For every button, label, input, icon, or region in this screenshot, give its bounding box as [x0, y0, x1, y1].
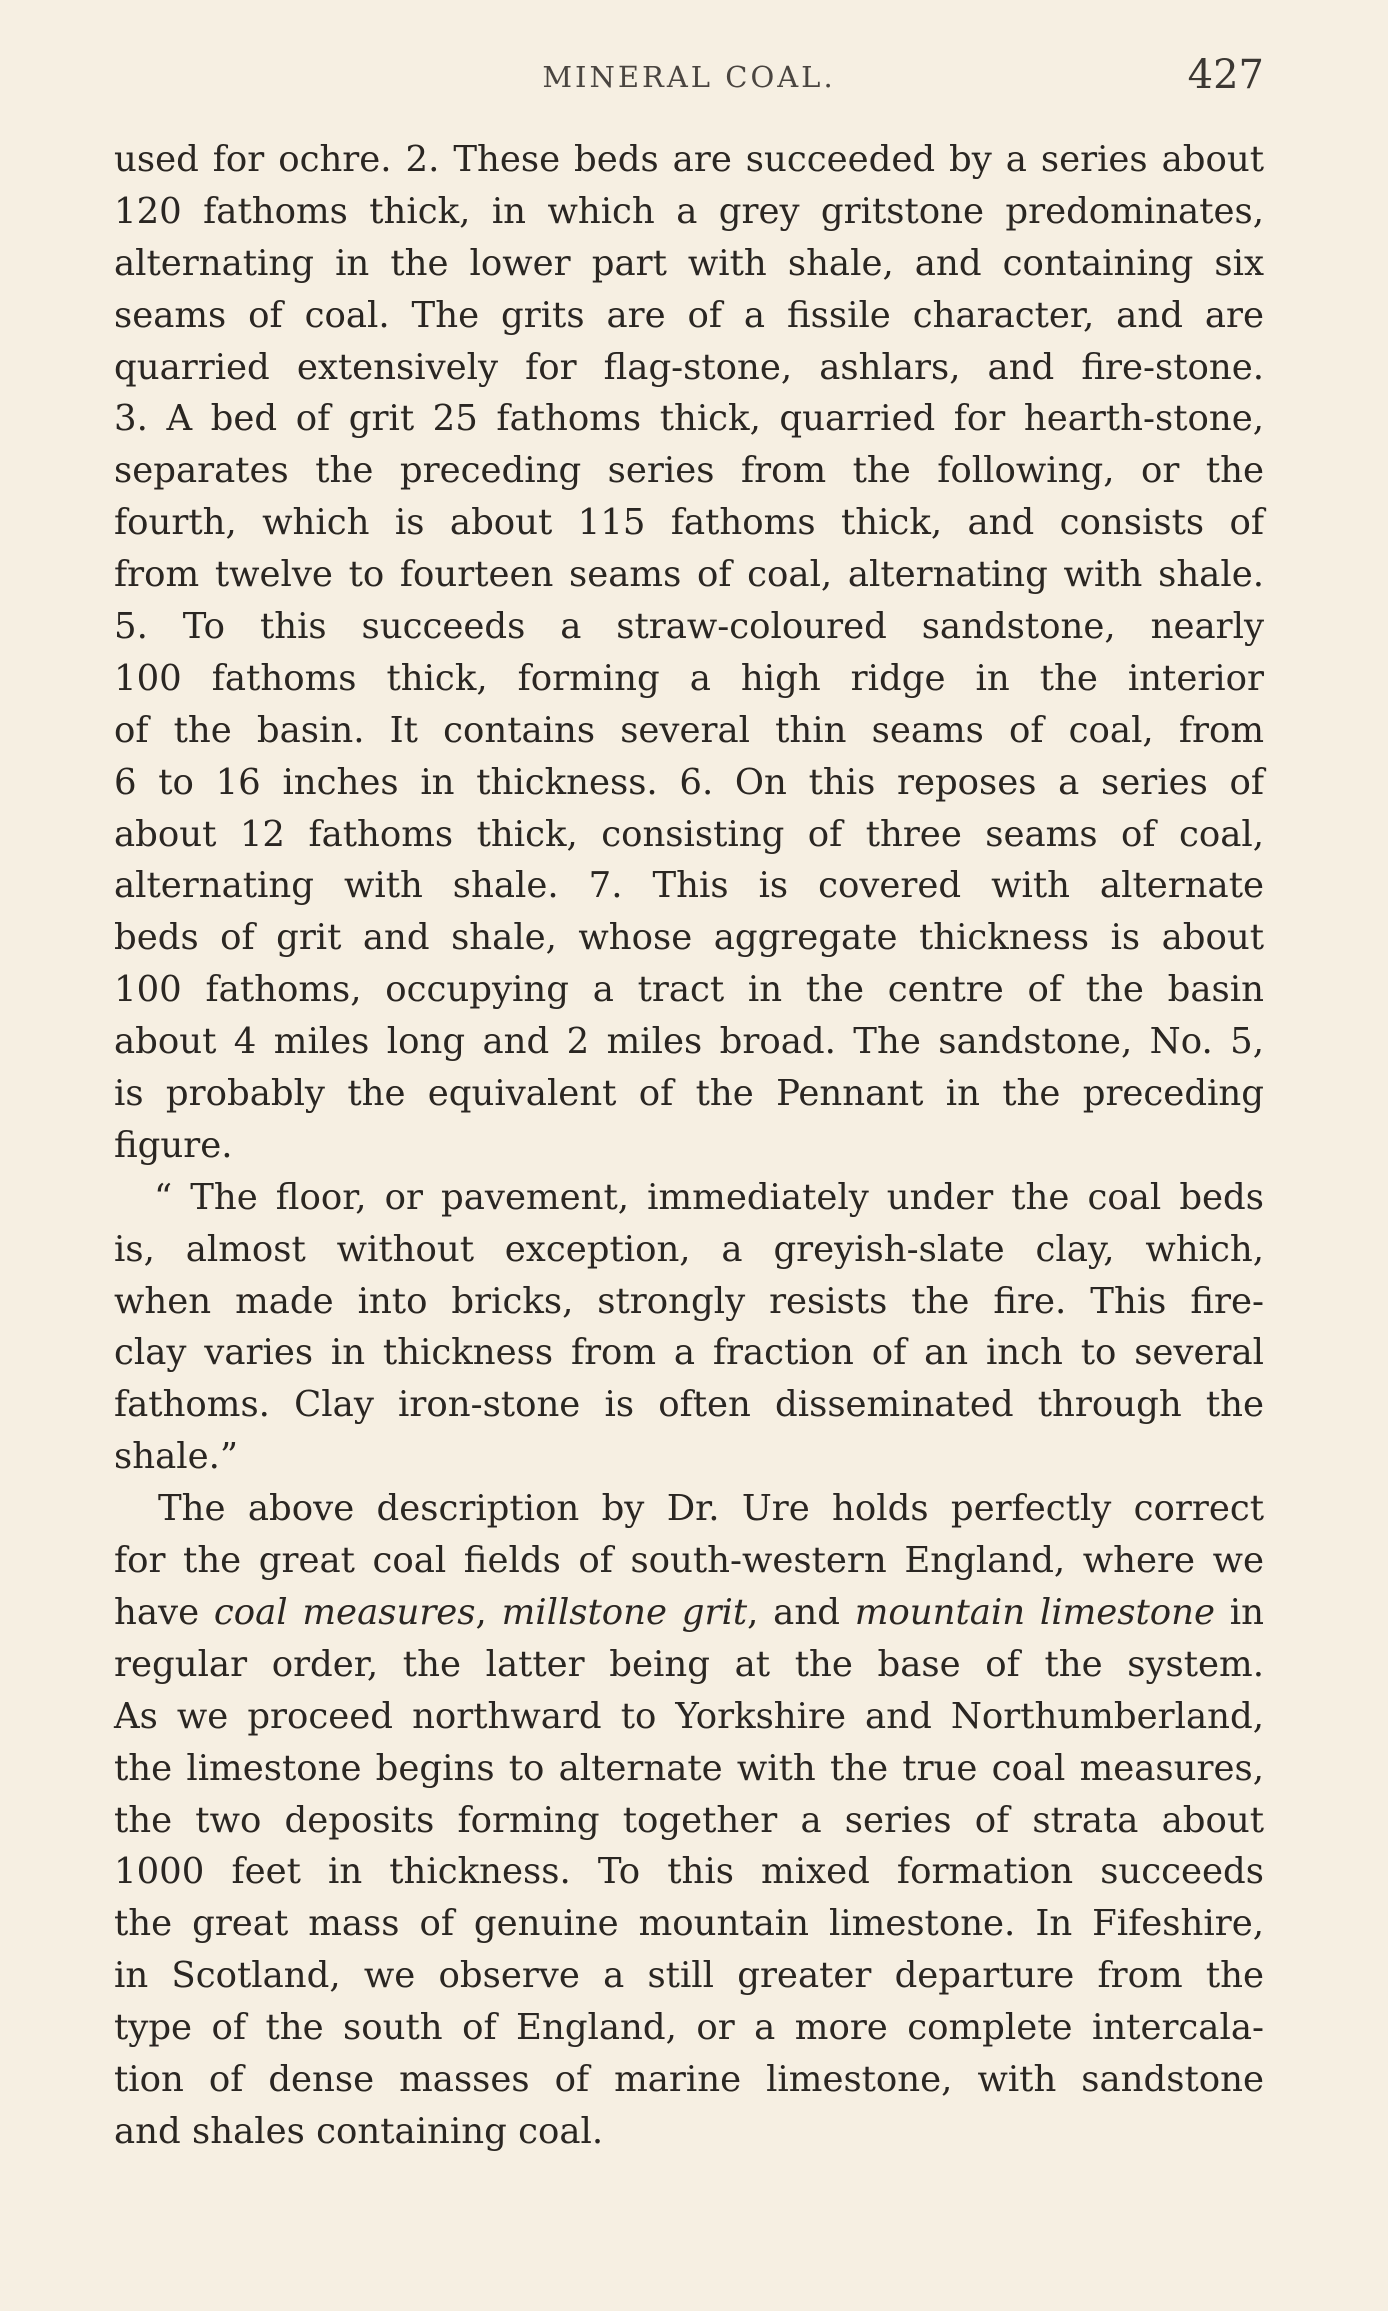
running-title: MINERAL COAL. — [542, 60, 836, 94]
text-line: about 12 fathoms thick, consisting of three seams of coal, — [114, 813, 1264, 855]
running-head — [114, 52, 1264, 102]
text-line: quarried extensively for flag-stone, ashlars, and fire-stone. — [114, 346, 1264, 388]
quote-paragraph-start: “ The floor, or pavement, immediately under the coal beds — [154, 1176, 1264, 1218]
text-run: , — [475, 1591, 502, 1633]
text-line: seams of coal. The grits are of a fissile character, and are — [114, 294, 1264, 336]
text-line: separates the preceding series from the following, or the — [114, 450, 1264, 492]
paragraph-start: The above description by Dr. Ure holds perfectly correct — [158, 1488, 1264, 1530]
text-line: 6 to 16 inches in thickness. 6. On this reposes a series of — [114, 761, 1264, 803]
text-line: about 4 miles long and 2 miles broad. The sandstone, No. 5, — [114, 1021, 1264, 1063]
text-line: when made into bricks, strongly resists the fire. This fire- — [114, 1280, 1264, 1322]
text-line: of the basin. It contains several thin seams of coal, from — [114, 709, 1264, 751]
text-line: is probably the equivalent of the Pennant in the preceding — [114, 1073, 1264, 1115]
text-line: used for ochre. 2. These beds are succeeded by a series about — [114, 139, 1264, 180]
paragraph-end-line: figure. — [114, 1124, 233, 1166]
page-number: 427 — [1187, 52, 1264, 98]
text-line: for the great coal fields of south-western England, where we — [114, 1540, 1264, 1582]
text-line: from twelve to fourteen seams of coal, alternating with shale. — [114, 554, 1264, 596]
text-line: 120 fathoms thick, in which a grey gritstone predominates, — [114, 190, 1264, 232]
text-line: As we proceed northward to Yorkshire and Northumberland, — [114, 1695, 1264, 1737]
text-line: the great mass of genuine mountain limestone. In Fifeshire, — [114, 1903, 1264, 1945]
text-line: 1000 feet in thickness. To this mixed formation succeeds — [114, 1851, 1264, 1893]
body-text — [114, 134, 1264, 2158]
italic-term-coal-measures: coal measures — [213, 1591, 476, 1633]
text-line: alternating in the lower part with shale, and containing six — [114, 242, 1264, 284]
text-line: tion of dense masses of marine limestone, with sandstone — [114, 2058, 1264, 2100]
text-run: have — [114, 1591, 214, 1633]
text-line: 3. A bed of grit 25 fathoms thick, quarried for hearth-stone, — [114, 398, 1264, 440]
text-line: fourth, which is about 115 fathoms thick, and consists of — [114, 502, 1264, 544]
text-line: 5. To this succeeds a straw-coloured sandstone, nearly — [114, 606, 1264, 648]
text-line: in Scotland, we observe a still greater departure from the — [114, 1955, 1264, 1997]
text-line: alternating with shale. 7. This is covered with alternate — [114, 865, 1264, 907]
text-line: the two deposits forming together a series of strata about — [114, 1799, 1264, 1841]
paragraph-end-line: and shales containing coal. — [114, 2110, 604, 2152]
italic-term-millstone-grit: millstone grit — [501, 1591, 748, 1633]
text-line: 100 fathoms, occupying a tract in the centre of the basin — [114, 969, 1264, 1011]
text-line: clay varies in thickness from a fraction of an inch to several — [114, 1332, 1264, 1374]
text-run: in — [1215, 1591, 1264, 1633]
text-run: , and — [747, 1591, 855, 1633]
italic-term-mountain-limestone: mountain limestone — [854, 1591, 1215, 1633]
text-line: is, almost without exception, a greyish-slate clay, which, — [114, 1228, 1264, 1270]
text-line: the limestone begins to alternate with the true coal measures, — [114, 1747, 1264, 1789]
text-line: regular order, the latter being at the base of the system. — [114, 1643, 1264, 1685]
text-line: type of the south of England, or a more complete intercala- — [114, 2007, 1264, 2049]
text-line-with-italics — [114, 1587, 1264, 1639]
text-line: fathoms. Clay iron-stone is often disseminated through the — [114, 1384, 1264, 1426]
paragraph-end-line: shale.” — [114, 1436, 239, 1478]
text-line: beds of grit and shale, whose aggregate thickness is about — [114, 917, 1264, 959]
text-line: 100 fathoms thick, forming a high ridge in the interior — [114, 657, 1264, 699]
